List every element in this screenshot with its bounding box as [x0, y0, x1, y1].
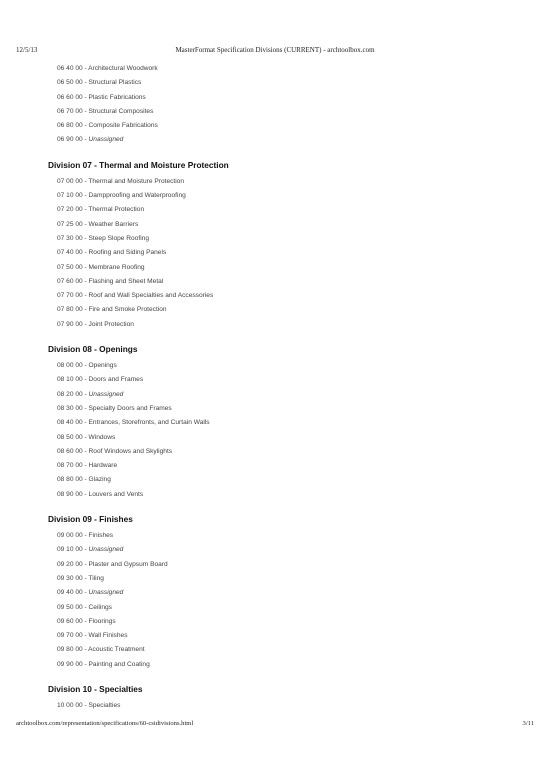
- section-item[interactable]: [0, 388, 550, 402]
- section-item[interactable]: [0, 459, 550, 473]
- print-date: 12/5/13: [16, 46, 38, 54]
- division-heading: Division 10 - Specialties: [48, 683, 143, 694]
- section-item[interactable]: [0, 543, 550, 557]
- section-item[interactable]: [0, 601, 550, 615]
- section-item[interactable]: [0, 189, 550, 203]
- section-item[interactable]: [0, 133, 550, 147]
- section-item[interactable]: [0, 275, 550, 289]
- division-heading: Division 07 - Thermal and Moisture Protection: [48, 159, 229, 170]
- section-item[interactable]: [0, 586, 550, 600]
- section-item[interactable]: [0, 402, 550, 416]
- section-label: 09 80 00 - Acoustic Treatment: [57, 646, 145, 654]
- section-label: 09 90 00 - Painting and Coating: [57, 660, 150, 668]
- section-item[interactable]: [0, 261, 550, 275]
- print-footer: [0, 715, 550, 735]
- section-item[interactable]: [0, 629, 550, 643]
- print-title: MasterFormat Specification Divisions (CURRENT) - archtoolbox.com: [175, 46, 375, 54]
- section-item[interactable]: [0, 175, 550, 189]
- unassigned-label: Unassigned: [88, 390, 124, 398]
- section-label: 07 90 00 - Joint Protection: [57, 320, 134, 328]
- section-label: 08 50 00 - Windows: [57, 433, 116, 441]
- section-label: 08 60 00 - Roof Windows and Skylights: [57, 447, 173, 455]
- section-label: 07 10 00 - Dampproofing and Waterproofing: [57, 192, 186, 200]
- division-heading: Division 09 - Finishes: [48, 514, 133, 525]
- section-label: 08 00 00 - Openings: [57, 362, 117, 370]
- section-item[interactable]: [0, 572, 550, 586]
- section-label: 06 90 00 -: [57, 136, 89, 144]
- section-label: 06 80 00 - Composite Fabrications: [57, 122, 158, 130]
- section-label: 07 80 00 - Fire and Smoke Protection: [57, 306, 167, 314]
- division-list: [0, 62, 550, 713]
- section-label: 08 80 00 - Glazing: [57, 476, 111, 484]
- section-item[interactable]: [0, 416, 550, 430]
- section-item[interactable]: [0, 473, 550, 487]
- section-item[interactable]: [0, 76, 550, 90]
- section-item[interactable]: [0, 91, 550, 105]
- section-label: 06 60 00 - Plastic Fabrications: [57, 93, 146, 101]
- section-item[interactable]: [0, 289, 550, 303]
- section-item[interactable]: [0, 246, 550, 260]
- section-label: 06 50 00 - Structural Plastics: [57, 79, 142, 87]
- section-label: 08 20 00 -: [57, 390, 89, 398]
- section-item[interactable]: [0, 105, 550, 119]
- section-item[interactable]: [0, 62, 550, 76]
- section-item[interactable]: [0, 119, 550, 133]
- section-item[interactable]: [0, 615, 550, 629]
- section-item[interactable]: [0, 699, 550, 713]
- section-item[interactable]: [0, 373, 550, 387]
- section-label: 06 40 00 - Architectural Woodwork: [57, 65, 158, 72]
- section-label: 09 10 00 -: [57, 546, 89, 554]
- section-item[interactable]: [0, 218, 550, 232]
- section-label: 09 60 00 - Floorings: [57, 617, 116, 625]
- section-label: 08 30 00 - Specialty Doors and Frames: [57, 404, 172, 412]
- section-label: 08 90 00 - Louvers and Vents: [57, 490, 144, 498]
- section-label: 09 00 00 - Finishes: [57, 532, 114, 540]
- section-label: 06 70 00 - Structural Composites: [57, 107, 154, 115]
- section-label: 08 40 00 - Entrances, Storefronts, and Curtain Walls: [57, 419, 210, 427]
- section-label: 07 30 00 - Steep Slope Roofing: [57, 234, 150, 242]
- division-heading: Division 08 - Openings: [48, 344, 138, 355]
- section-item[interactable]: [0, 658, 550, 672]
- print-url: archtoolbox.com/representation/specifications/60-csidivisions.html: [16, 720, 194, 727]
- page-number: 3/11: [522, 720, 534, 727]
- print-header: [0, 0, 550, 60]
- section-label: 07 50 00 - Membrane Roofing: [57, 263, 145, 271]
- section-label: 07 40 00 - Roofing and Siding Panels: [57, 249, 167, 257]
- section-item[interactable]: [0, 488, 550, 502]
- section-item[interactable]: [0, 431, 550, 445]
- section-label: 07 00 00 - Thermal and Moisture Protection: [57, 177, 185, 185]
- unassigned-label: Unassigned: [88, 589, 124, 597]
- continued-section: [0, 62, 550, 148]
- section-item[interactable]: [0, 445, 550, 459]
- divisions-container: [0, 158, 550, 714]
- section-item[interactable]: [0, 529, 550, 543]
- section-label: 08 10 00 - Doors and Frames: [57, 376, 144, 384]
- section-label: 09 70 00 - Wall Finishes: [57, 632, 128, 640]
- section-item[interactable]: [0, 643, 550, 657]
- section-label: 07 20 00 - Thermal Protection: [57, 206, 145, 214]
- section-item[interactable]: [0, 303, 550, 317]
- section-item[interactable]: [0, 203, 550, 217]
- section-label: 09 30 00 - Tiling: [57, 574, 104, 582]
- section-label: 09 40 00 -: [57, 589, 89, 597]
- unassigned-label: Unassigned: [88, 136, 124, 144]
- section-item[interactable]: [0, 318, 550, 332]
- section-label: 09 20 00 - Plaster and Gypsum Board: [57, 560, 168, 568]
- section-label: 07 70 00 - Roof and Wall Specialties and Accessories: [57, 292, 214, 300]
- section-label: 07 25 00 - Weather Barriers: [57, 220, 139, 228]
- unassigned-label: Unassigned: [88, 546, 124, 554]
- section-label: 09 50 00 - Ceilings: [57, 603, 112, 611]
- section-item[interactable]: [0, 558, 550, 572]
- section-item[interactable]: [0, 359, 550, 373]
- section-label: 07 60 00 - Flashing and Sheet Metal: [57, 277, 164, 285]
- section-label: 08 70 00 - Hardware: [57, 462, 118, 470]
- section-label: 10 00 00 - Specialties: [57, 701, 121, 709]
- section-item[interactable]: [0, 232, 550, 246]
